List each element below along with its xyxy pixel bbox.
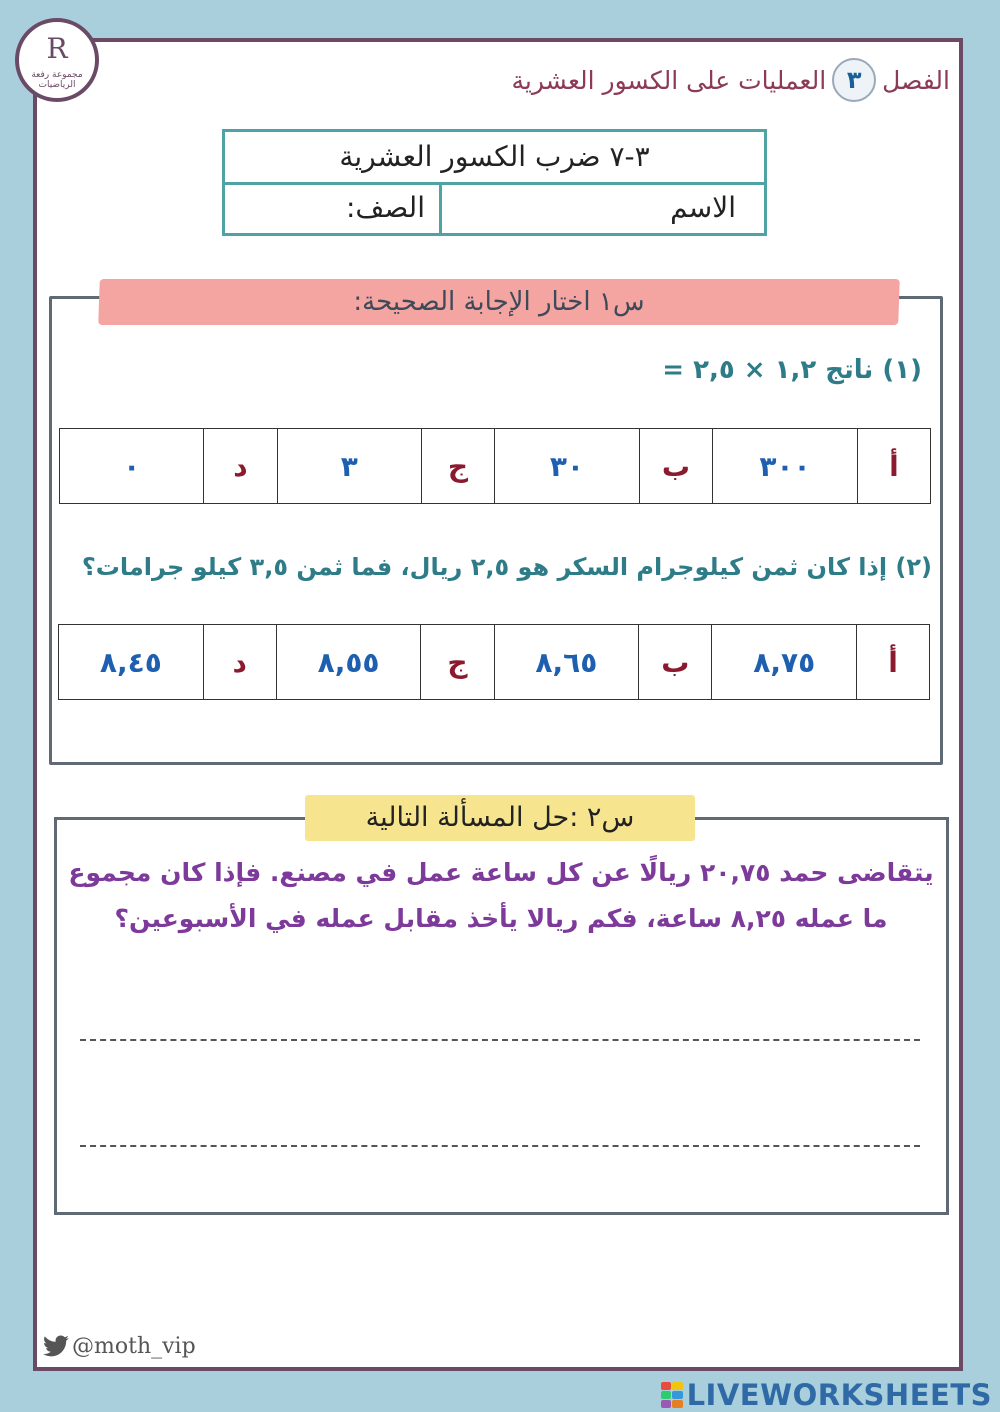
twitter-credit bbox=[42, 1334, 196, 1359]
choice-label-b: ب bbox=[639, 625, 712, 700]
question-1-text: (١) ناتج ١,٢ × ٢,٥ = bbox=[662, 355, 922, 385]
choice-d[interactable]: ٨,٤٥ bbox=[59, 625, 204, 700]
liveworksheets-brand[interactable] bbox=[661, 1378, 992, 1412]
liveworksheets-label: LIVEWORKSHEETS bbox=[686, 1378, 992, 1412]
liveworksheets-icon bbox=[661, 1382, 683, 1408]
choice-label-d: د bbox=[203, 625, 276, 700]
name-label: الاسم bbox=[670, 191, 736, 224]
choice-b[interactable]: ٣٠ bbox=[495, 429, 640, 504]
choice-label-a: أ bbox=[857, 429, 930, 504]
choice-label-c: ج bbox=[421, 429, 494, 504]
section2-heading: س٢ :حل المسألة التالية bbox=[365, 802, 635, 833]
choice-c[interactable]: ٣ bbox=[277, 429, 421, 504]
choice-label-b: ب bbox=[639, 429, 712, 504]
lesson-title: ٣-٧ ضرب الكسور العشرية bbox=[225, 132, 764, 185]
choice-b[interactable]: ٨,٦٥ bbox=[494, 625, 639, 700]
question-2-choices bbox=[58, 624, 930, 700]
word-problem bbox=[66, 850, 936, 942]
choice-a[interactable]: ٨,٧٥ bbox=[712, 625, 857, 700]
choice-label-a: أ bbox=[857, 625, 930, 700]
chapter-label: الفصل bbox=[882, 65, 950, 95]
question-2-text: (٢) إذا كان ثمن كيلوجرام السكر هو ٢,٥ ريال، فما ثمن ٣,٥ كيلو جرامات؟ bbox=[81, 553, 932, 581]
answer-line-2[interactable] bbox=[80, 1145, 920, 1147]
choice-d[interactable]: ٠ bbox=[60, 429, 204, 504]
choice-a[interactable]: ٣٠٠ bbox=[713, 429, 858, 504]
twitter-icon bbox=[42, 1335, 70, 1359]
section1-heading: س١ اختار الإجابة الصحيحة: bbox=[353, 287, 645, 317]
question-1-choices bbox=[59, 428, 931, 504]
chapter-title: العمليات على الكسور العشرية bbox=[511, 65, 827, 95]
choice-label-c: ج bbox=[421, 625, 494, 700]
choice-label-d: د bbox=[204, 429, 277, 504]
word-problem-line-1: يتقاضى حمد ٢٠,٧٥ ريالًا عن كل ساعة عمل في مصنع. فإذا كان مجموع bbox=[68, 858, 934, 887]
choice-c[interactable]: ٨,٥٥ bbox=[276, 625, 421, 700]
word-problem-line-2: ما عمله ٨,٢٥ ساعة، فكم ريالا يأخذ مقابل عمله في الأسبوعين؟ bbox=[114, 904, 888, 933]
lesson-title-box bbox=[222, 129, 767, 236]
name-field[interactable] bbox=[439, 185, 764, 233]
chapter-number-badge: ٣ bbox=[832, 58, 876, 102]
class-label: الصف: bbox=[345, 191, 425, 224]
answer-line-1[interactable] bbox=[80, 1039, 920, 1041]
logo-caption: مجموعة رفعة الرياضيات bbox=[31, 70, 83, 90]
twitter-handle: @moth_vip bbox=[72, 1334, 196, 1359]
logo bbox=[15, 18, 99, 102]
chapter-header bbox=[512, 58, 951, 102]
logo-initial: R bbox=[46, 32, 68, 65]
class-field[interactable] bbox=[225, 185, 439, 233]
